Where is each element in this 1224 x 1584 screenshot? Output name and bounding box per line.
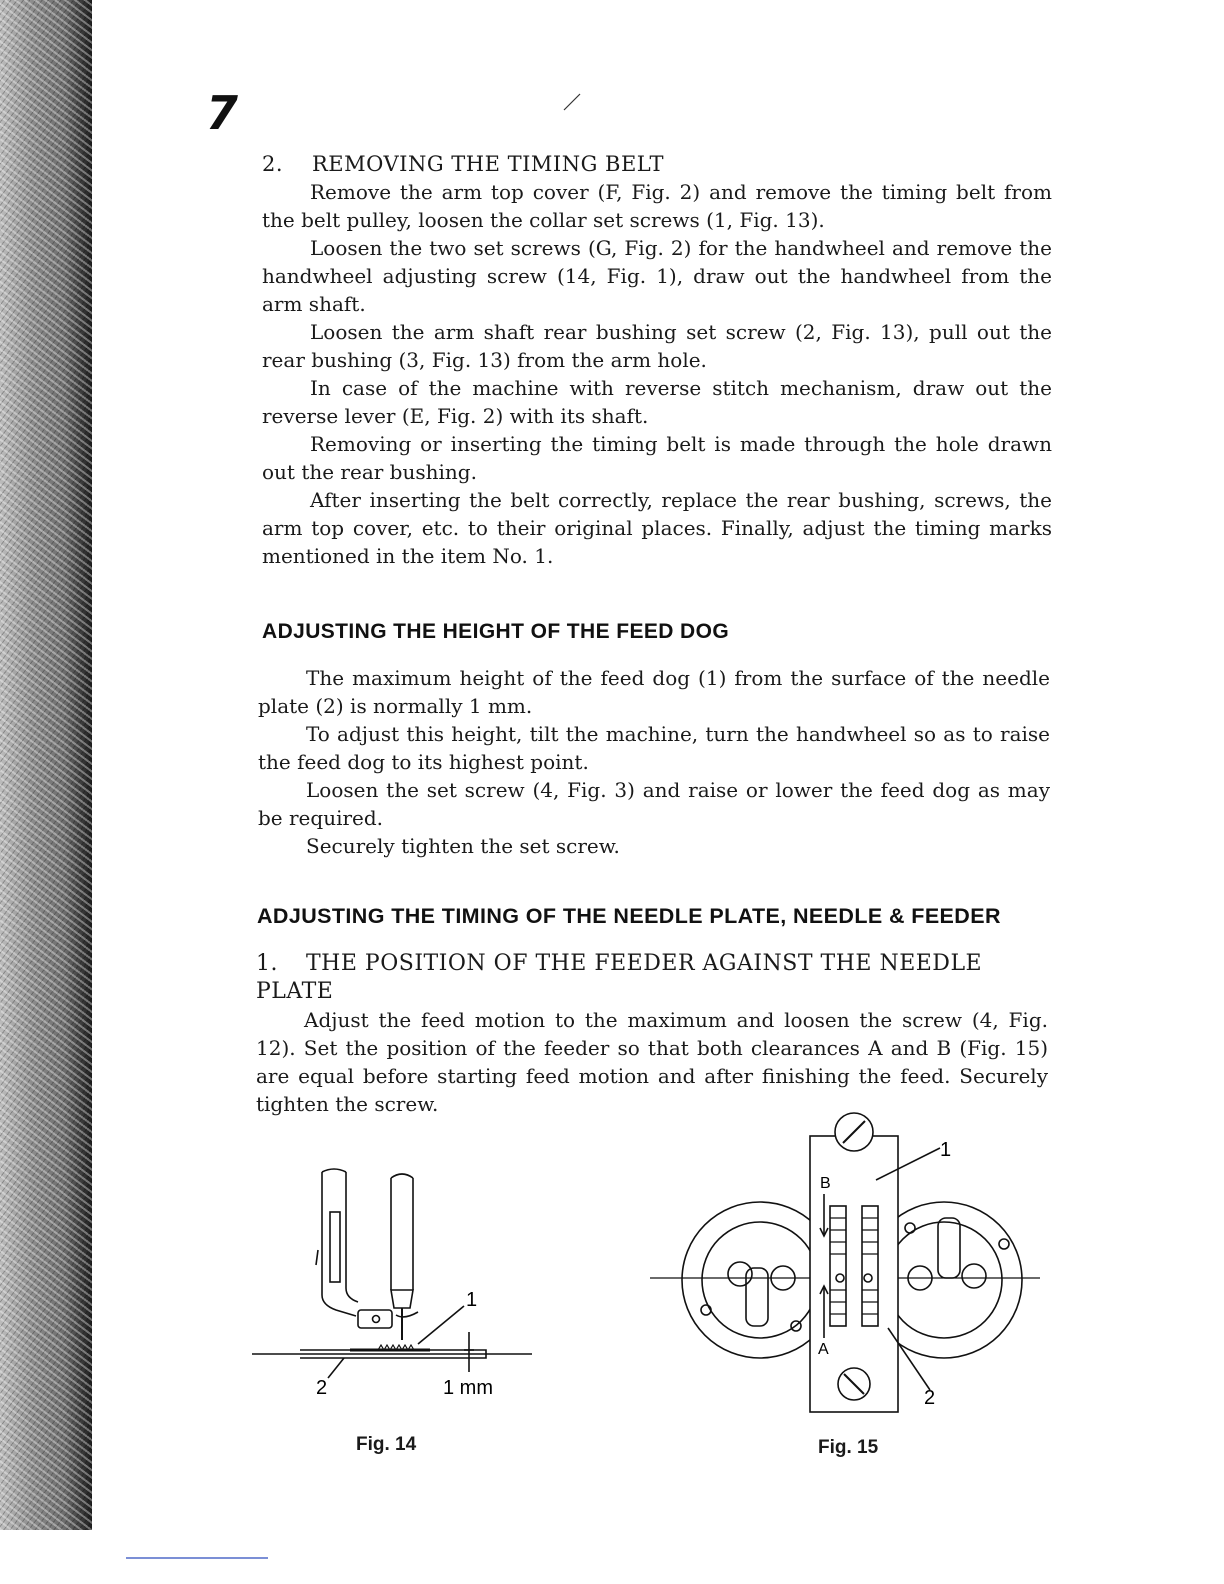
scanned-binding-edge: [0, 0, 92, 1530]
section-title: [262, 150, 1052, 178]
paragraph: Remove the arm top cover (F, Fig. 2) and remove the timing belt from the belt pulley, loosen the collar set screws (1, Fig. 13).: [262, 180, 1052, 232]
section-removing-timing-belt: [262, 150, 1052, 570]
figure-15: [648, 1098, 1048, 1418]
section-title-text: REMOVING THE TIMING BELT: [312, 152, 665, 176]
bottom-rule: [126, 1557, 268, 1559]
figure-15-label-a: A: [818, 1341, 829, 1358]
figure-15-caption: Fig. 15: [818, 1437, 879, 1458]
figure-14-drawing: [250, 1160, 540, 1410]
paragraph: In case of the machine with reverse stitch mechanism, draw out the reverse lever (E, Fig. 2) with its shaft.: [262, 376, 1052, 428]
heading-feed-dog-height: ADJUSTING THE HEIGHT OF THE FEED DOG: [262, 620, 730, 643]
paragraph: Loosen the arm shaft rear bushing set screw (2, Fig. 13), pull out the rear bushing (3, Fig. 13) from the arm hole.: [262, 320, 1052, 372]
paragraph: Adjust the feed motion to the maximum and loosen the screw (4, Fig. 12). Set the position of the feeder so that both clearances A and B (Fig. 15) are equal before starting feed motion and after finishing the feed. Securely tighten the screw.: [256, 1008, 1048, 1116]
item-number: 1.: [256, 951, 278, 976]
figure-15-label-b: B: [820, 1175, 831, 1192]
page-number: 7: [206, 86, 239, 140]
paragraph: To adjust this height, tilt the machine, turn the handwheel so as to raise the feed dog to its highest point.: [258, 722, 1050, 774]
pen-mark: [560, 90, 584, 114]
heading-needle-plate-timing: ADJUSTING THE TIMING OF THE NEEDLE PLATE, NEEDLE & FEEDER: [257, 904, 1001, 928]
paragraph: Securely tighten the set screw.: [306, 834, 620, 858]
figure-15-drawing: [648, 1098, 1048, 1418]
section-number: 2.: [262, 152, 284, 176]
figure-14-label-mm: 1 mm: [443, 1377, 493, 1399]
item-title: [256, 950, 1048, 1006]
figure-14-label-1: 1: [466, 1289, 478, 1311]
figure-15-label-2: 2: [924, 1387, 936, 1409]
section-feeder-position: [256, 950, 1048, 1118]
paragraph: Loosen the two set screws (G, Fig. 2) for the handwheel and remove the handwheel adjusting screw (14, Fig. 1), draw out the handwheel from the arm shaft.: [262, 236, 1052, 316]
figure-14: [250, 1160, 540, 1410]
figure-15-label-1: 1: [940, 1139, 952, 1161]
figure-14-caption: Fig. 14: [356, 1434, 417, 1455]
paragraph: Removing or inserting the timing belt is made through the hole drawn out the rear bushing.: [262, 432, 1052, 484]
section-feed-dog-height: [258, 664, 1050, 860]
paragraph: The maximum height of the feed dog (1) from the surface of the needle plate (2) is normally 1 mm.: [258, 666, 1050, 718]
figure-14-label-2: 2: [316, 1377, 328, 1399]
paragraph: Loosen the set screw (4, Fig. 3) and raise or lower the feed dog as may be required.: [258, 778, 1050, 830]
paragraph: After inserting the belt correctly, replace the rear bushing, screws, the arm top cover, etc. to their original places. Finally, adjust the timing marks mentioned in the item No. 1.: [262, 488, 1052, 568]
item-title-text: THE POSITION OF THE FEEDER AGAINST THE NEEDLE PLATE: [256, 951, 983, 1004]
